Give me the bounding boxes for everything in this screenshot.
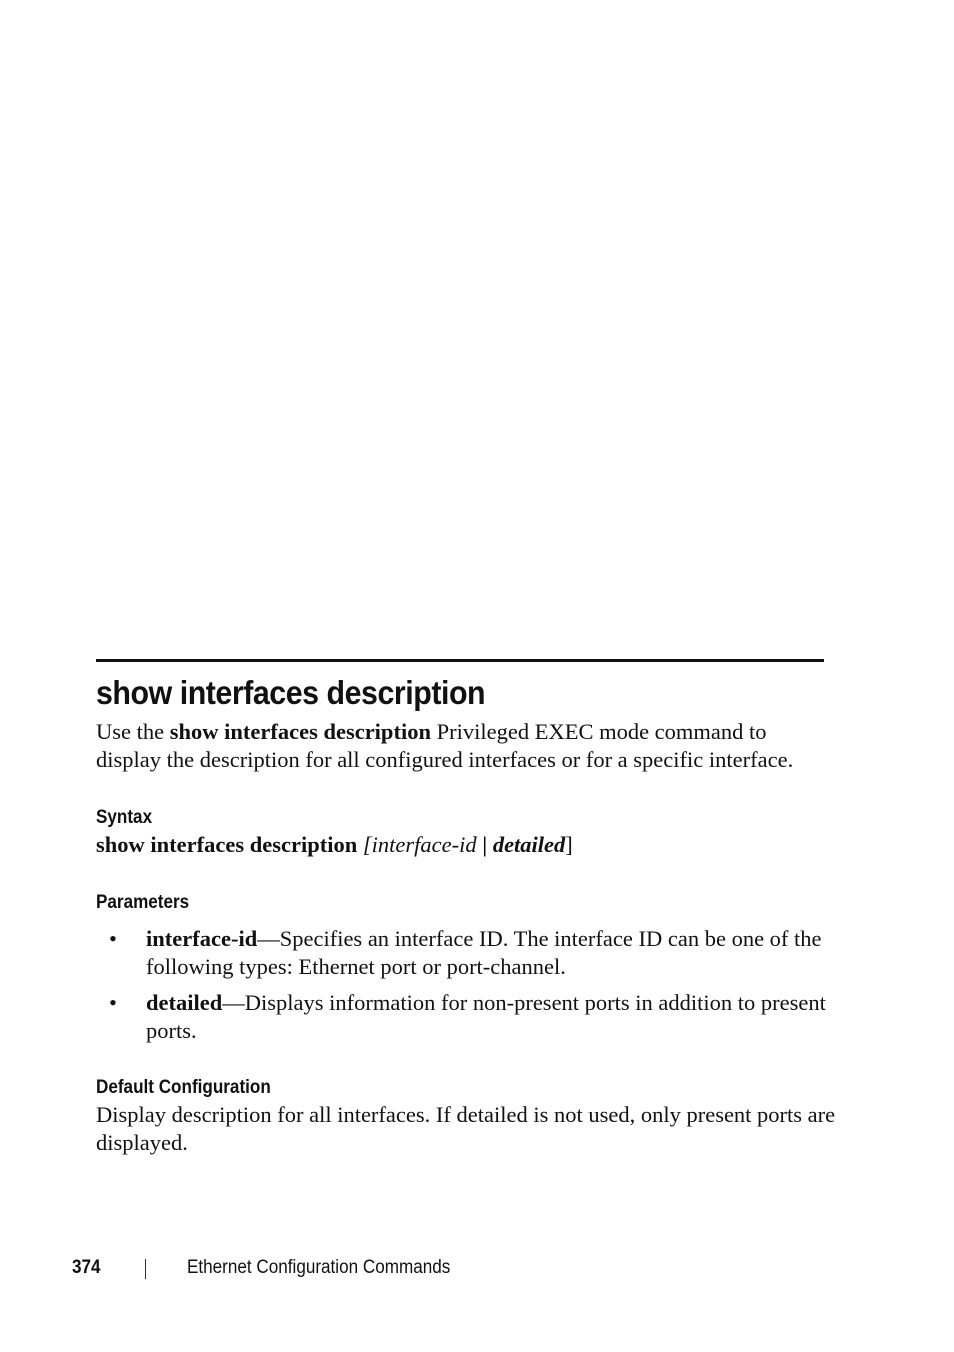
parameters-list [96,925,836,1053]
parameters-heading: Parameters [96,892,190,913]
intro-command: show interfaces description [169,719,431,744]
syntax-line [96,831,573,859]
list-item [96,989,836,1045]
list-item [96,925,836,981]
default-configuration-heading: Default Configuration [96,1077,271,1098]
syntax-heading: Syntax [96,807,153,828]
bullet-icon: • [109,926,117,951]
syntax-separator: | [476,832,493,857]
parameter-description: —Specifies an interface ID. The interface ID can be one of the following types: Ethernet port or port-channel. [146,926,822,979]
parameter-term: interface-id [146,926,258,951]
section-title: show interfaces description [96,674,486,711]
intro-paragraph [96,718,836,774]
syntax-close-bracket: ] [565,832,573,857]
syntax-command: show interfaces description [96,832,358,857]
intro-pre: Use the [96,719,170,744]
parameter-description: —Displays information for non-present ports in addition to present ports. [146,990,826,1043]
bullet-icon: • [109,990,117,1015]
syntax-param-detailed: detailed [492,832,566,857]
parameter-term: detailed [146,990,223,1015]
intro-post: Privileged EXEC mode command to display the description for all configured interfaces or for a specific interface. [96,719,794,772]
default-configuration-text: Display description for all interfaces. If detailed is not used, only present ports are displayed. [96,1102,836,1155]
syntax-open-bracket: [ [357,832,372,857]
syntax-param-interface-id: interface-id [371,832,477,857]
section-top-rule [96,659,824,662]
page-number: 374 [72,1257,101,1278]
footer-separator [145,1259,146,1279]
footer-chapter-title: Ethernet Configuration Commands [187,1257,451,1278]
